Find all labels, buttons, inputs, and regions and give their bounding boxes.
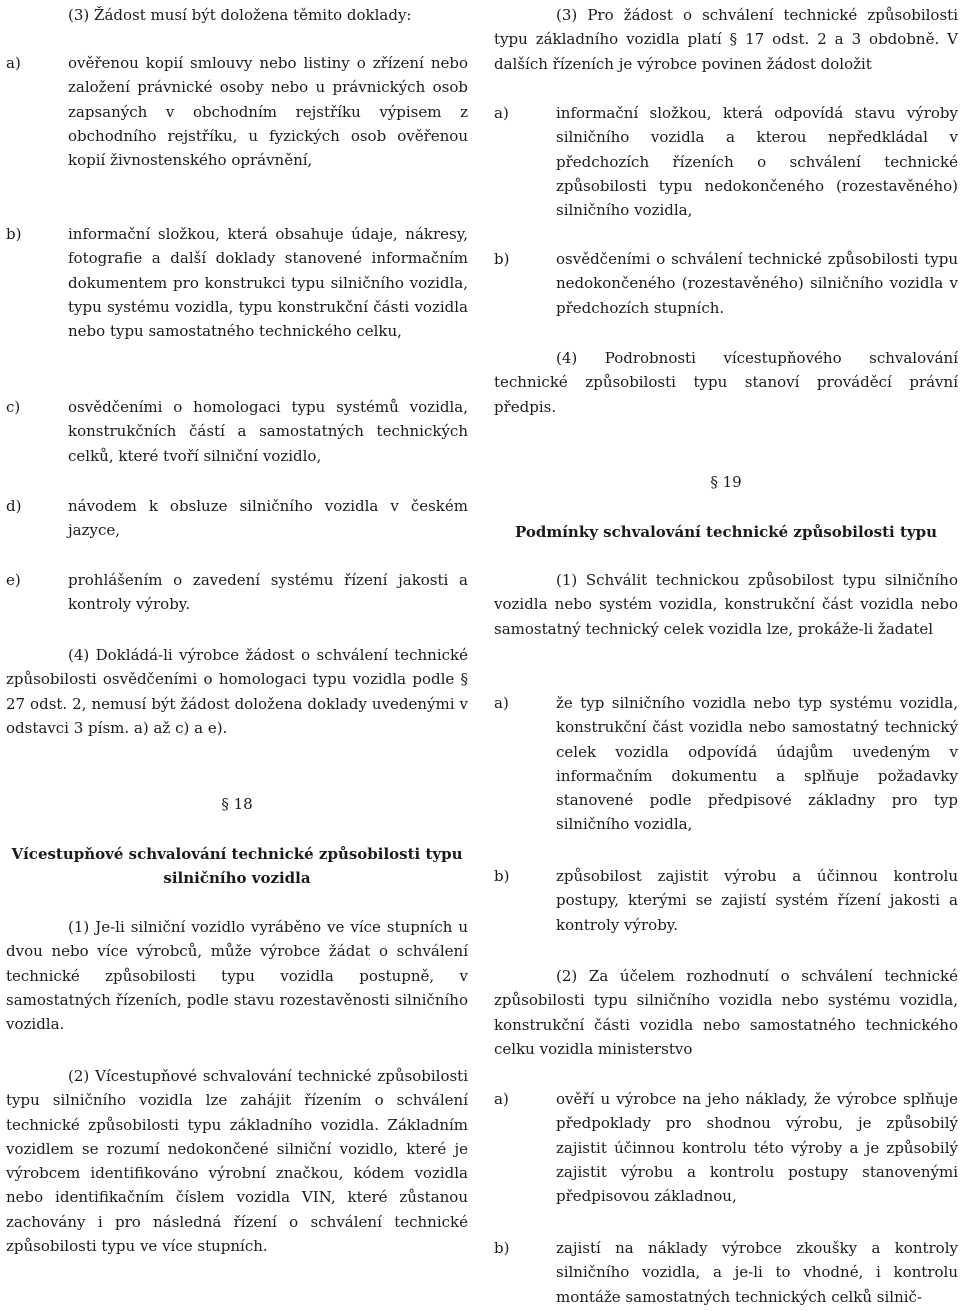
list-text: ověří u výrobce na jeho náklady, že výrobce splňuje předpoklady pro shodnou výrobu, je způsobilý zajistit účinnou kontrolu této výroby a je způsobilý zajistit výrobu a kontrolu postupy stanovenými předpisovou základnou, [556,1090,958,1206]
paragraph-18-4: (4) Podrobnosti vícestupňového schvalování technické způsobilosti typu stanoví prováděcí právní předpis. [494,349,958,416]
section-title: Podmínky schvalování technické způsobilosti typu [514,523,938,541]
paragraph-3-intro: (3) Žádost musí být doložena těmito doklady: [68,6,412,24]
list-item-b [494,1236,958,1309]
list-text: osvědčeními o schválení technické způsobilosti typu nedokončeného (rozestavěného) silničního vozidla v předchozích stupních. [556,250,958,317]
list-item-a [6,51,468,172]
list-item-b [6,222,468,343]
list-text: návodem k obsluze silničního vozidla v českém jazyce, [68,497,468,540]
list-label: d) [6,497,22,515]
list-item-b [494,247,958,320]
list-label: a) [494,104,509,122]
list-text: že typ silničního vozidla nebo typ systému vozidla, konstrukční část vozidla nebo samostatný technický celek vozidla odpovídá údajům uvedeným v informačním dokumentu a splňuje požadavky stanovené podle předpisové základny pro typ silničního vozidla, [556,694,958,834]
list-item-a [494,691,958,837]
list-item-a [494,1087,958,1208]
list-label: b) [494,250,510,268]
paragraph-18-2: (2) Vícestupňové schvalování technické způsobilosti typu silničního vozidla lze zahájit řízením o schválení technické způsobilosti typu základního vozidla. Základním vozidlem se rozumí nedokončené silniční vozidlo, které je výrobcem identifikováno výrobní značkou, kódem vozidla nebo identifikačním číslem vozidla VIN, které zůstanou zachovány i pro následná řízení o schválení technické způsobilosti typu ve více stupních. [6,1067,468,1256]
list-label: b) [494,1239,510,1257]
list-item-c [6,395,468,468]
list-text: informační složkou, která obsahuje údaje, nákresy, fotografie a další doklady stanovené informačním dokumentem pro konstrukci typu silničního vozidla, typu systému vozidla, typu konstrukční části vozidla nebo typu samostatného technického celku, [68,225,468,341]
list-item-d [6,494,468,543]
list-label: b) [6,225,22,243]
list-label: a) [494,1090,509,1108]
paragraph-18-3: (3) Pro žádost o schválení technické způsobilosti typu základního vozidla platí § 17 odst. 2 a 3 obdobně. V dalších řízeních je výrobce povinen žádost doložit [494,6,958,73]
list-text: zajistí na náklady výrobce zkoušky a kontroly silničního vozidla, a je-li to vhodné, i kontrolu montáže samostatných technických celků silnič- [556,1239,958,1306]
list-label: e) [6,571,21,589]
section-number: § 19 [710,473,742,491]
section-number: § 18 [221,795,253,813]
list-label: a) [6,54,21,72]
list-item-e [6,568,468,617]
list-label: a) [494,694,509,712]
paragraph-18-1: (1) Je-li silniční vozidlo vyráběno ve více stupních u dvou nebo více výrobců, může výrobce žádat o schválení technické způsobilosti typu vozidla postupně, v samostatných řízeních, podle stavu rozestavěnosti silničního vozidla. [6,918,468,1034]
paragraph-19-2: (2) Za účelem rozhodnutí o schválení technické způsobilosti typu silničního vozidla nebo systému vozidla, konstrukční části vozidla nebo samostatného technického celku vozidla ministerstvo [494,967,958,1058]
list-text: prohlášením o zavedení systému řízení jakosti a kontroly výroby. [68,571,468,614]
list-label: c) [6,398,21,416]
section-title: Vícestupňové schvalování technické způsobilosti typu silničního vozidla [11,845,463,888]
list-label: b) [494,867,510,885]
list-item-a [494,101,958,222]
list-item-b [494,864,958,937]
list-text: informační složkou, která odpovídá stavu výroby silničního vozidla a kterou nepředkládal v předchozích řízeních o schválení technické způsobilosti typu nedokončeného (rozestavěného) silničního vozidla, [556,104,958,220]
paragraph-4: (4) Dokládá-li výrobce žádost o schválení technické způsobilosti osvědčeními o homologaci typu vozidla podle § 27 odst. 2, nemusí být žádost doložena doklady uvedenými v odstavci 3 písm. a) až c) a e). [6,646,468,737]
paragraph-19-1: (1) Schválit technickou způsobilost typu silničního vozidla nebo systém vozidla, konstrukční část vozidla nebo samostatný technický celek vozidla lze, prokáže-li žadatel [494,571,958,638]
list-text: osvědčeními o homologaci typu systémů vozidla, konstrukčních částí a samostatných technických celků, které tvoří silniční vozidlo, [68,398,468,465]
list-text: způsobilost zajistit výrobu a účinnou kontrolu postupy, kterými se zajistí systém řízení jakosti a kontroly výroby. [556,867,958,934]
list-text: ověřenou kopií smlouvy nebo listiny o zřízení nebo založení právnické osoby nebo u právnických osob zapsaných v obchodním rejstříku výpisem z obchodního rejstříku, u fyzických osob ověřenou kopií živnostenského oprávnění, [68,54,468,170]
